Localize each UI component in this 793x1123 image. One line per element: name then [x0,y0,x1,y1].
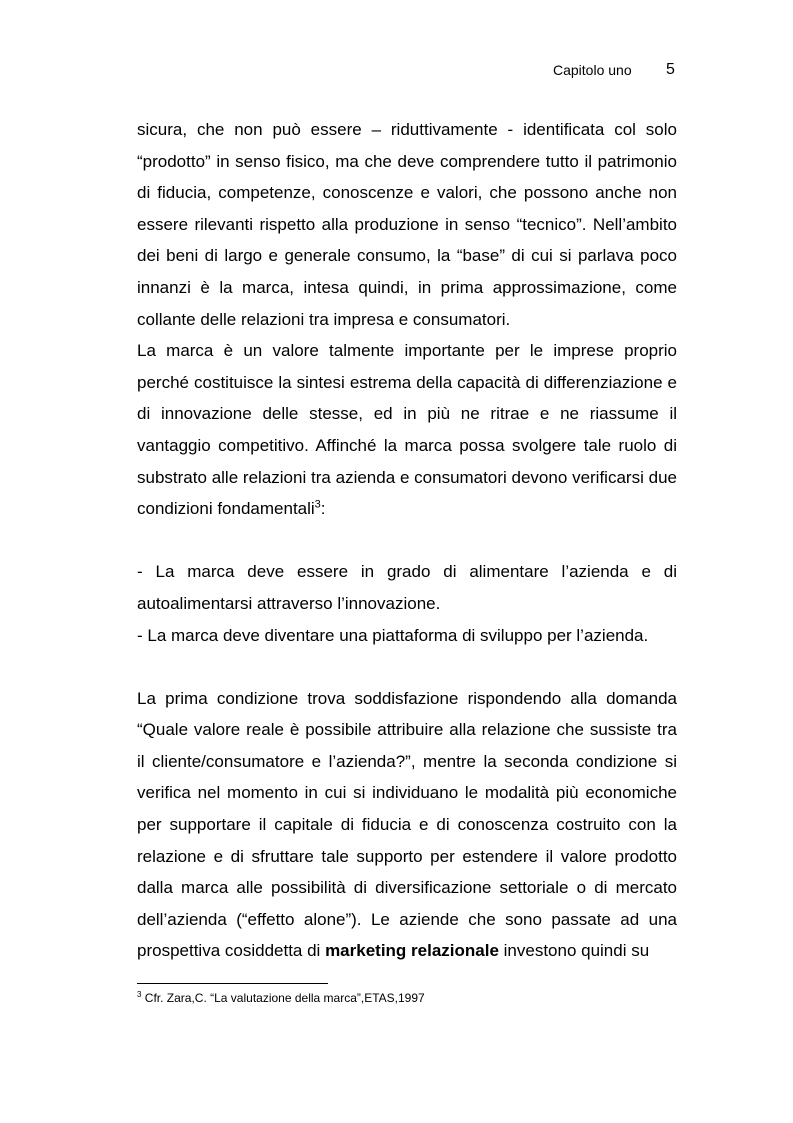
paragraph-2-text: La marca è un valore talmente importante per le imprese proprio perché costituisce la sintesi estrema della capacità di differenziazione e di innovazione delle stesse, ed in più ne ritrae e ne riassume il vantaggio competitivo. Affinché la marca possa svolgere tale ruolo di substrato alle relazioni tra azienda e consumatori devono verificarsi due condizioni fondamentali [137,341,677,519]
paragraph-gap [137,525,677,557]
body-text [137,114,677,967]
paragraph-3 [137,683,677,967]
paragraph-1: sicura, che non può essere – riduttivamente - identificata col solo “prodotto” in senso fisico, ma che deve comprendere tutto il patrimonio di fiducia, competenze, conoscenze e valori, che possono anche non essere rilevanti rispetto alla produzione in senso “tecnico”. Nell’ambito dei beni di largo e generale consumo, la “base” di cui si parlava poco innanzi è la marca, intesa quindi, in prima approssimazione, come collante delle relazioni tra impresa e consumatori. [137,120,677,329]
bullet-item-1: - La marca deve essere in grado di alimentare l’azienda e di autoalimentarsi attraverso l’innovazione. [137,562,677,613]
paragraph-2-end: : [320,499,326,519]
paragraph-2 [137,335,677,525]
page-header [0,61,793,81]
footnote-number: 3 [137,990,142,999]
chapter-title: Capitolo uno [553,62,632,78]
paragraph-gap [137,651,677,683]
footnote-text: Cfr. Zara,C. “La valutazione della marca”,ETAS,1997 [141,991,425,1005]
paragraph-3-end: investono quindi su [498,941,650,961]
bullet-item-2: - La marca deve diventare una piattaforma di sviluppo per l’azienda. [137,625,649,645]
paragraph-3-text: La prima condizione trova soddisfazione rispondendo alla domanda “Quale valore reale è possibile attribuire alla relazione che sussiste tra il cliente/consumatore e l’azienda?”, mentre la seconda condizione si verifica nel momento in cui si individuano le modalità più economiche per supportare il capitale di fiducia e di conoscenza costruito con la relazione e di sfruttare tale supporto per estendere il valore prodotto dalla marca alle possibilità di diversificazione settoriale o di mercato dell’azienda (“effetto alone”). Le aziende che sono passate ad una prospettiva cosiddetta di [137,688,677,961]
footnote-divider [137,983,328,984]
page-number: 5 [666,61,675,78]
footnote [137,990,425,1006]
bold-term: marketing relazionale [325,941,499,961]
footnote-reference[interactable]: 3 [314,498,321,511]
